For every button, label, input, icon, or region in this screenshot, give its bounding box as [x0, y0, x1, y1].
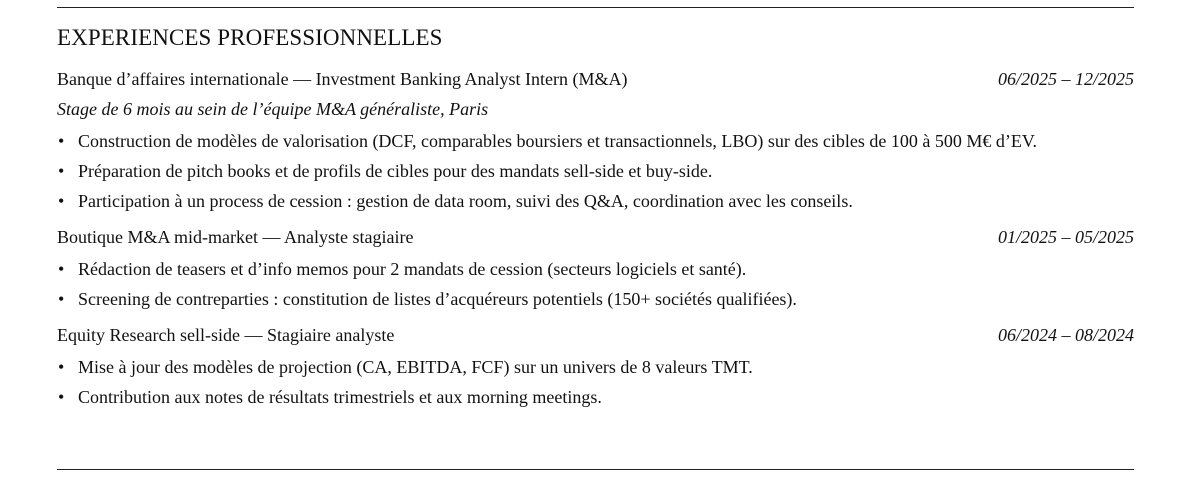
job-dates: 01/2025 – 05/2025	[997, 227, 1134, 247]
job-bullet: • Screening de contreparties : constitution de listes d’acquéreurs potentiels (150+ sociétés qualifiées).	[57, 285, 1134, 313]
job-title: Equity Research sell-side — Stagiaire analyste	[57, 325, 395, 345]
job-header	[57, 225, 1134, 249]
job-entry	[57, 67, 1134, 215]
job-title: Banque d’affaires internationale — Investment Banking Analyst Intern (M&A)	[57, 69, 628, 89]
job-header	[57, 67, 1134, 91]
job-dates: 06/2025 – 12/2025	[997, 69, 1134, 89]
job-entry	[57, 323, 1134, 411]
job-entry	[57, 225, 1134, 313]
job-bullet: • Construction de modèles de valorisation (DCF, comparables boursiers et transactionnels, LBO) sur des cibles de 100 à 500 M€ d’EV.	[57, 127, 1134, 155]
job-dates: 06/2024 – 08/2024	[997, 325, 1134, 345]
job-bullet: • Rédaction de teasers et d’info memos pour 2 mandats de cession (secteurs logiciels et santé).	[57, 255, 1134, 283]
bottom-divider	[57, 469, 1134, 470]
job-bullet-list	[57, 255, 1134, 313]
job-bullet: • Préparation de pitch books et de profils de cibles pour des mandats sell-side et buy-side.	[57, 157, 1134, 185]
job-title: Boutique M&A mid-market — Analyste stagiaire	[57, 227, 414, 247]
section-title: EXPERIENCES PROFESSIONNELLES	[57, 25, 443, 50]
job-bullet: • Participation à un process de cession : gestion de data room, suivi des Q&A, coordination avec les conseils.	[57, 187, 1134, 215]
job-bullet-list	[57, 353, 1134, 411]
job-bullet-list	[57, 127, 1134, 215]
job-bullet: • Mise à jour des modèles de projection (CA, EBITDA, FCF) sur un univers de 8 valeurs TMT.	[57, 353, 1134, 381]
top-divider	[57, 7, 1134, 8]
job-header	[57, 323, 1134, 347]
experience-section	[57, 7, 1134, 413]
job-subtitle: Stage de 6 mois au sein de l’équipe M&A généraliste, Paris	[57, 99, 489, 119]
job-bullet: • Contribution aux notes de résultats trimestriels et aux morning meetings.	[57, 383, 1134, 411]
